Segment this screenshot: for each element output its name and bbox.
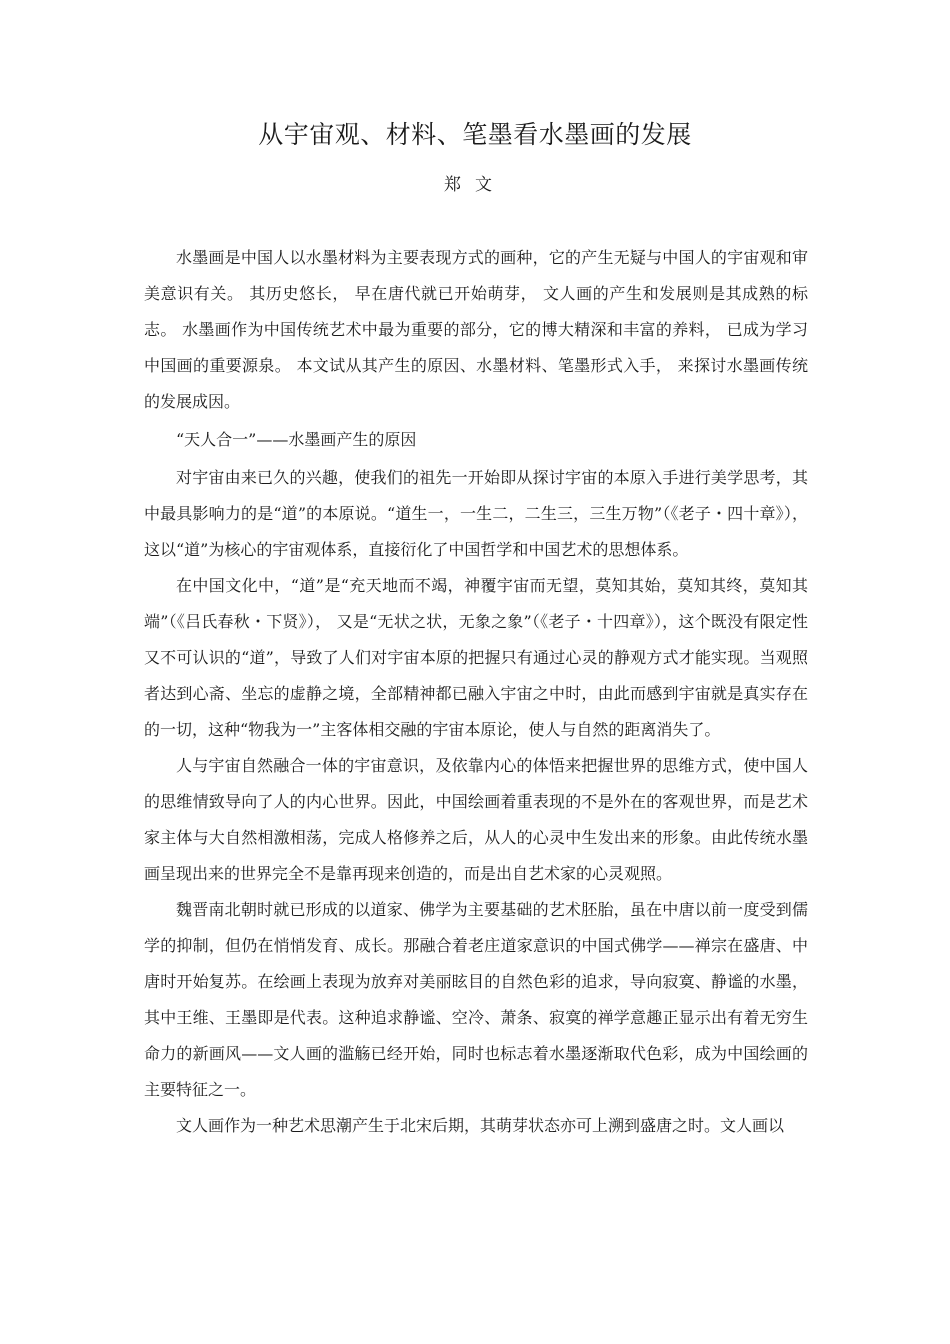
paragraph-intro: 水墨画是中国人以水墨材料为主要表现方式的画种，它的产生无疑与中国人的宇宙观和审美意识有关。 其历史悠长， 早在唐代就已开始萌芽， 文人画的产生和发展则是其成熟的标志。 水墨画作为中国传统艺术中最为重要的部分，它的博大精深和丰富的养料， 已成为学习中国画的重要源泉。 本文试从其产生的原因、水墨材料、笔墨形式入手， 来探讨水墨画传统的发展成因。: [144, 248, 808, 411]
author-name: 郑文: [444, 175, 506, 195]
paragraph-2: 对宇宙由来已久的兴趣，使我们的祖先一开始即从探讨宇宙的本原入手进行美学思考，其中最具影响力的是“道”的本原说。“道生一，一生二，二生三，三生万物”（《老子・四十章》），这以“道”为核心的宇宙观体系，直接衍化了中国哲学和中国艺术的思想体系。: [144, 468, 808, 559]
paragraph-4: 人与宇宙自然融合一体的宇宙意识，及依靠内心的体悟来把握世界的思维方式，使中国人的思维情致导向了人的内心世界。因此，中国绘画着重表现的不是外在的客观世界，而是艺术家主体与大自然相激相荡，完成人格修养之后，从人的心灵中生发出来的形象。由此传统水墨画呈现出来的世界完全不是靠再现来创造的，而是出自艺术家的心灵观照。: [144, 756, 808, 883]
paragraph-5: 魏晋南北朝时就已形成的以道家、佛学为主要基础的艺术胚胎，虽在中唐以前一度受到儒学的抑制，但仍在悄悄发育、成长。那融合着老庄道家意识的中国式佛学——禅宗在盛唐、中唐时开始复苏。在绘画上表现为放弃对美丽眩目的自然色彩的追求，导向寂寞、静谧的水墨，其中王维、王墨即是代表。这种追求静谧、空冷、萧条、寂寞的禅学意趣正显示出有着无穷生命力的新画风——文人画的滥觞已经开始，同时也标志着水墨逐渐取代色彩，成为中国绘画的主要特征之一。: [144, 900, 808, 1099]
document-body: [144, 240, 808, 1144]
paragraph-3: 在中国文化中，“道”是“充天地而不竭，神覆宇宙而无望，莫知其始，莫知其终，莫知其端”（《吕氏春秋・下贤》）， 又是“无状之状，无象之象”（《老子・十四章》），这个既没有限定性又不可认识的“道”，导致了人们对宇宙本原的把握只有通过心灵的静观方式才能实现。当观照者达到心斋、坐忘的虚静之境，全部精神都已融入宇宙之中时，由此而感到宇宙就是真实存在的一切，这种“物我为一”主客体相交融的宇宙本原论，使人与自然的距离消失了。: [144, 576, 808, 739]
paragraph-6: 文人画作为一种艺术思潮产生于北宋后期，其萌芽状态亦可上溯到盛唐之时。文人画以: [176, 1116, 785, 1135]
document-title: 从宇宙观、材料、笔墨看水墨画的发展: [258, 120, 692, 149]
section-heading: “天人合一”——水墨画产生的原因: [176, 430, 417, 449]
